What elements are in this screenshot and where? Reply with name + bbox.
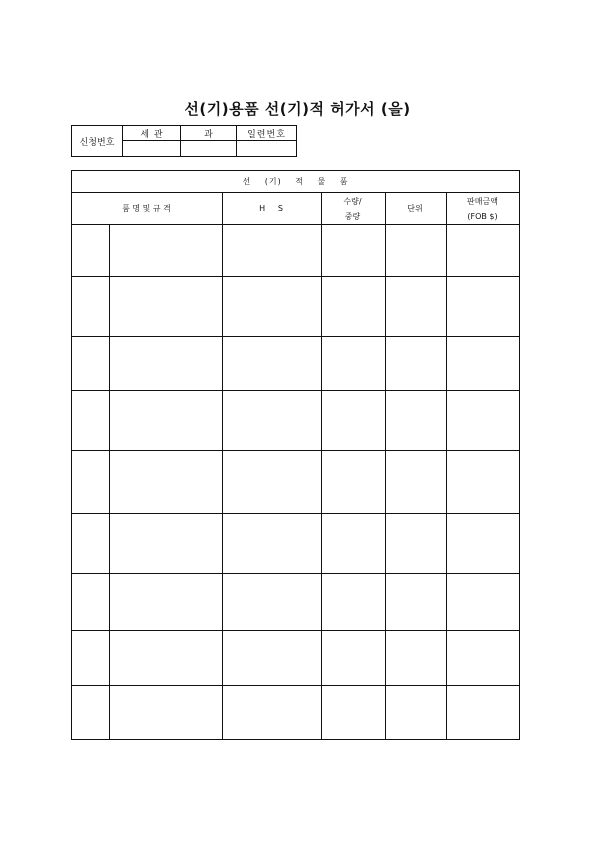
section-field[interactable] xyxy=(181,141,237,156)
quantity-header-line1: 수량/ xyxy=(343,196,362,206)
row-divider xyxy=(72,513,519,514)
application-number-box xyxy=(71,125,297,157)
hs-header-label: H S xyxy=(259,204,283,213)
unit-header xyxy=(385,193,445,224)
item-spec-header xyxy=(72,193,221,224)
column-divider xyxy=(109,225,110,739)
column-divider xyxy=(385,193,386,739)
column-divider xyxy=(446,193,447,739)
column-divider xyxy=(321,193,322,739)
row-divider xyxy=(72,685,519,686)
serial-number-field[interactable] xyxy=(237,141,296,156)
amount-header xyxy=(446,193,519,224)
customs-label: 세 관 xyxy=(123,126,181,141)
divider xyxy=(236,126,237,156)
hs-header xyxy=(222,193,320,224)
row-divider xyxy=(72,336,519,337)
column-divider xyxy=(222,193,223,739)
quantity-header-line2: 중량 xyxy=(344,211,361,221)
row-divider xyxy=(72,573,519,574)
item-spec-header-label: 품 명 및 규 격 xyxy=(122,204,171,213)
document-title: 선(기)용품 선(기)적 허가서 (을) xyxy=(184,100,411,118)
row-divider xyxy=(72,276,519,277)
column-header-row xyxy=(72,193,519,225)
application-number-label: 신청번호 xyxy=(72,126,123,156)
serial-number-label: 일련번호 xyxy=(237,126,296,141)
quantity-header xyxy=(321,193,384,224)
row-divider xyxy=(72,450,519,451)
section-label: 과 xyxy=(181,126,237,141)
divider xyxy=(180,126,181,156)
section-header: 선 (기) 적 물 품 xyxy=(72,171,519,193)
loading-items-table xyxy=(71,170,520,740)
amount-header-line2: (FOB $) xyxy=(467,211,498,221)
customs-field[interactable] xyxy=(123,141,181,156)
row-divider xyxy=(72,390,519,391)
unit-header-label: 단위 xyxy=(407,204,423,213)
row-divider xyxy=(72,630,519,631)
amount-header-line1: 판매금액 xyxy=(467,196,498,206)
